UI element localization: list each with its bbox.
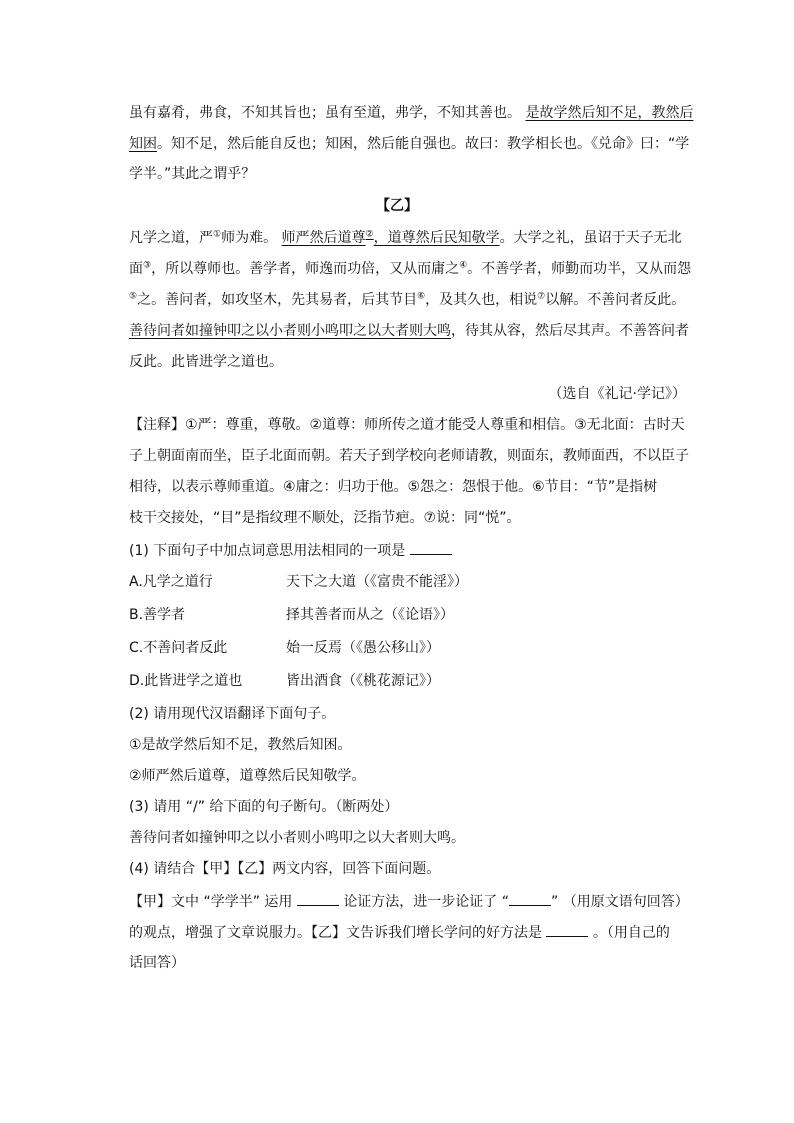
question-text: 。（用自己的 <box>592 925 670 941</box>
question-1-prompt <box>129 540 452 561</box>
answer-blank[interactable] <box>509 891 551 906</box>
notes-line-3: 相待，以表示尊师重道。④庸之：归功于他。⑤怨之：怨恨于他。⑥节目：“节”是指树 <box>129 479 658 495</box>
option-label: B.善学者 <box>129 607 186 623</box>
yi-text: 凡学之道，严 <box>129 230 213 246</box>
notes-line-1: 【注释】①严：尊重，尊敬。②道尊：师所传之道才能受人尊重和相信。③无北面：古时天 <box>129 417 685 433</box>
option-compare: 皆出酒食（《桃花源记》） <box>286 673 440 689</box>
question-text: (1) 下面句子中加点词意思用法相同的一项是 <box>129 543 406 559</box>
notes-line-2: 子上朝面南而坐，臣子北面而朝。若天子到学校向老师请教，则面东，教师面西，不以臣子 <box>129 448 689 464</box>
question-text: 论证方法，进一步论证了 “ <box>343 894 510 910</box>
jia-text: 虽有嘉肴，弗食，不知其旨也；虽有至道，弗学，不知其善也。 <box>129 105 521 121</box>
option-label: D.此皆进学之道也 <box>129 673 243 689</box>
yi-text: 。不善学者，师勤而功半，又从而怨 <box>467 261 692 277</box>
question-2-sentence-1: ①是故学然后知不足，教然后知困。 <box>129 737 352 753</box>
question-3-sentence: 善待问者如撞钟叩之以小者则小鸣叩之以大者则大鸣。 <box>129 830 465 846</box>
yi-text: 面 <box>129 261 143 277</box>
source-citation: （选自《礼记·学记》） <box>548 386 686 402</box>
question-4-prompt: (4) 请结合【甲】【乙】两文内容，回答下面问题。 <box>129 861 441 877</box>
option-label: A.凡学之道行 <box>129 574 213 590</box>
jia-text: 。知不足，然后能自反也；知困，然后能自强也。故曰：教学相长也。《兑命》曰：“学 <box>157 136 690 152</box>
footnote-marker: ③ <box>143 260 152 271</box>
question-3-prompt: (3) 请用 “/” 给下面的句子断句。（断两处） <box>129 799 399 815</box>
passage-yi-line-3 <box>129 290 685 310</box>
option-compare: 始一反焉（《愚公移山》） <box>286 640 440 656</box>
yi-underlined-text: ，道尊然后民知敬学 <box>373 230 500 246</box>
jia-underlined-text: 是故学然后知不足，教然后 <box>525 105 694 121</box>
section-title-yi: 【乙】 <box>376 198 418 214</box>
question-2-prompt: (2) 请用现代汉语翻译下面句子。 <box>129 706 336 722</box>
yi-underlined-text: 善待问者如撞钟叩之以小者则小鸣叩之以大者则大鸣 <box>129 323 451 339</box>
option-a[interactable] <box>129 572 468 592</box>
footnote-marker: ① <box>213 229 222 240</box>
option-compare: 择其善者而从之（《论语》） <box>286 607 454 623</box>
question-text: 【甲】文中 “学学半” 运用 <box>129 894 293 910</box>
yi-text: 之。善问者，如攻坚木，先其易者，后其节目 <box>137 292 418 308</box>
question-4-line-2 <box>129 922 670 943</box>
option-b[interactable] <box>129 605 454 625</box>
footnote-marker: ⑥ <box>417 291 426 302</box>
jia-text: 学半。”其此之谓乎？ <box>129 166 256 182</box>
question-2-sentence-2: ②师严然后道尊，道尊然后民知敬学。 <box>129 768 366 784</box>
yi-text: ，所以尊师也。善学者，师逸而功倍，又从而庸之 <box>151 261 460 277</box>
yi-text: 反此。此皆进学之道也。 <box>129 354 283 370</box>
footnote-marker: ② <box>365 229 374 240</box>
answer-blank[interactable] <box>546 922 588 937</box>
footnote-marker: ④ <box>459 260 468 271</box>
yi-text: 以解。不善问者反此。 <box>545 292 686 308</box>
answer-blank[interactable] <box>410 540 452 555</box>
yi-text: 师为难。 <box>221 230 278 246</box>
passage-yi-line-2 <box>129 259 691 279</box>
option-compare: 天下之大道（《富贵不能淫》） <box>286 574 468 590</box>
question-4-line-1 <box>129 891 689 912</box>
footnote-marker: ⑤ <box>129 291 138 302</box>
option-label: C.不善问者反此 <box>129 640 228 656</box>
question-text: ” （用原文语句回答） <box>551 894 689 910</box>
passage-yi-line-5 <box>129 352 283 372</box>
passage-yi-line-4 <box>129 321 689 341</box>
option-d[interactable] <box>129 671 440 691</box>
passage-yi-line-1 <box>129 228 682 248</box>
yi-text: ，待其从容，然后尽其声。不善答问者 <box>451 323 689 339</box>
answer-blank[interactable] <box>297 891 339 906</box>
notes-line-4: 枝干交接处，“目”是指纹理不顺处，泛指节疤。⑦说：同“悦”。 <box>129 510 521 526</box>
passage-jia-line-2 <box>129 134 689 154</box>
yi-text: 。大学之礼，虽诏于天子无北 <box>499 230 682 246</box>
footnote-marker: ⑦ <box>537 291 546 302</box>
passage-jia-line-1 <box>129 103 693 123</box>
yi-text: ，及其久也，相说 <box>425 292 538 308</box>
yi-underlined-text: 师严然后道尊 <box>281 230 366 246</box>
option-c[interactable] <box>129 638 440 658</box>
jia-underlined-text: 知困 <box>129 136 157 152</box>
passage-jia-line-3 <box>129 164 255 184</box>
question-4-line-3: 话回答） <box>129 955 185 971</box>
question-text: 的观点，增强了文章说服力。【乙】文告诉我们增长学问的好方法是 <box>129 925 542 941</box>
